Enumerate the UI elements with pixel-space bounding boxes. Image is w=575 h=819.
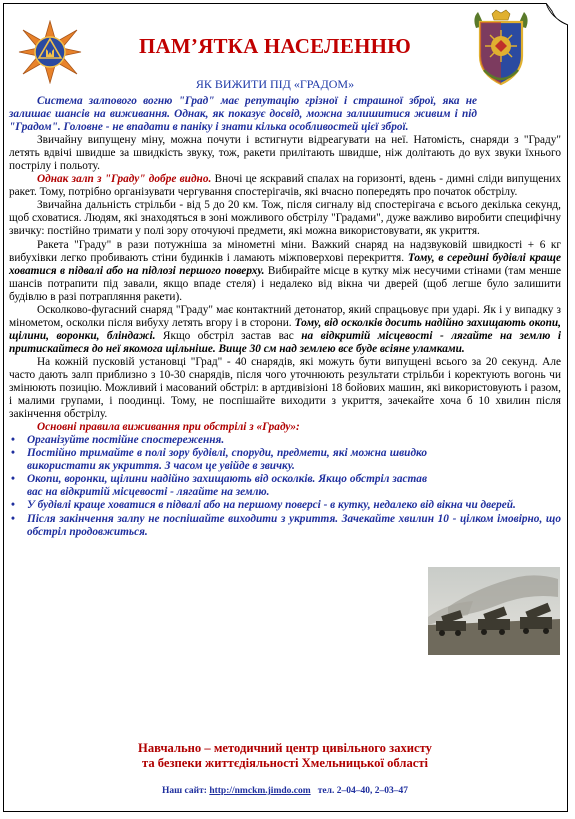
paragraph-6-text-a: Осколково-фугасний снаряд "Граду" має контактний детонатор, який спрацьовує при ударі. Як і у випадку з мінометом, осколки після вибуху летять вгору і в сторони. <box>9 303 561 329</box>
paragraph-5-text-a: Ракета "Граду" в рази потужніша за мінометні міни. Важкий снаряд на надзвуковій швидкості + 6 кг вибухівки легко пробивають стіни будинків і ламають міжповерхові перекриття. <box>9 238 561 264</box>
intro-paragraph: Система залпового вогню "Град" має репутацію грізної і страшної зброї, яка не залишає шансів на виживання. Однак, як показує досвід, можна залишитися живим і під "Градом". Головне - не впадати в паніку і знати кілька особливостей цієї зброї. <box>9 95 477 134</box>
grad-launcher-photo <box>428 567 560 655</box>
paragraph-5 <box>9 239 561 304</box>
paragraph-6-emphasis-1: Тому, від осколків досить надійно захищають окопи, щілини, воронки, бліндажі. <box>9 316 561 342</box>
regional-coat-of-arms-icon <box>470 8 532 90</box>
page-curl-icon <box>546 3 568 25</box>
page-title: ПАМ’ЯТКА НАСЕЛЕННЮ <box>138 34 412 58</box>
list-item: • Після закінчення залпу не поспішайте виходити з укриття. Зачекайте хвилин 10 - цілком імовірно, що обстріл продовжиться. <box>9 513 561 539</box>
paragraph-7: На кожній пусковій установці "Град" - 40 снарядів, які можуть бути випущені всього за 20 секунд. Але часто дають залп приблизно з 10-30 снарядів, після чого уточнюють результати стрільби і коректують вогонь чи змінюють позицію. Можливий і масований обстріл: в артдивізіоні 18 бойових машин, які використовують і разом, і малими групами, і поодинці. Тому, не поспішайте виходити з укриття, зачекайте хоча б 10 хвилин після закінчення обстрілу. <box>9 355 561 421</box>
paragraph-2: Звичайну випущену міну, можна почути і встигнути відреагувати на неї. Натомість, снаряди з "Граду" летять вдвічі швидше за швидкість звуку, тож, ракети прилітають швидше, ніж долітають до вух звуки їхнього пострілу і польоту. <box>9 134 561 173</box>
list-item: • Постійно тримайте в полі зору будівлі, споруди, предмети, які можна швидко використати як укриття. З часом це увійде в звичку. <box>9 447 427 473</box>
list-item: • У будівлі краще ховатися в підвалі або на першому поверсі - в кутку, недалеко від вікна чи дверей. <box>9 499 561 512</box>
paragraph-3-text: Вночі це яскравий спалах на горизонті, вдень - димні сліди випущених ракет. Тому, потрібно організувати чергування спостерігачів, які вчасно попередять про початок обстрілу. <box>9 173 562 199</box>
site-label: Наш сайт: <box>162 786 210 796</box>
paragraph-6-text-c: Якщо обстріл застав вас <box>155 329 302 342</box>
footer-organization <box>9 741 561 771</box>
footer-line-2: та безпеки життєдіяльності Хмельницької області <box>141 756 429 770</box>
civil-defense-emblem-icon <box>18 20 82 84</box>
page-subtitle: ЯК ВИЖИТИ ПІД «ГРАДОМ» <box>195 77 355 91</box>
paragraph-4: Звичайна дальність стрільби - від 5 до 20 км. Тож, після сигналу від спостерігача є всього декілька секунд, щоб сховатися. Людям, які знаходяться в зоні можливого обстрілу "Градами", дуже важливо виробити специфічну звичку: постійно тримати у полі зору оточуючі предмети, які можна використовувати, як укриття. <box>9 199 561 238</box>
rules-list <box>9 434 561 538</box>
paragraph-5-text-c: Вибирайте місце в кутку між несучими стінами (там менше шансів потрапити під завали, якщо впаде стеля) і недалеко від вікна чи дверей (щоб легше було залишити будівлю в разі потрапляння ракети). <box>9 264 561 303</box>
paragraph-3-lead: Однак залп з "Граду" добре видно. <box>37 173 212 186</box>
footer-line-1: Навчально – методичний центр цивільного захисту <box>138 741 432 755</box>
paragraph-6-emphasis-2: на відкритій місцевості - лягайте на землю і притискайтеся до неї якомога щільніше. Вище 30 см над землею все буде всіяне уламками. <box>9 329 561 355</box>
paragraph-5-emphasis: Тому, в середині будівлі краще ховатися в підвалі або на підлозі першого поверху. <box>9 251 561 277</box>
rules-heading: Основні правила виживання при обстрілі з «Граду»: <box>37 421 300 434</box>
contact-line <box>9 786 561 796</box>
site-link[interactable]: http://nmckm.jimdo.com <box>209 786 311 796</box>
list-item: • Окопи, воронки, щілини надійно захищають від осколків. Якщо обстріл застав вас на відкритій місцевості - лягайте на землю. <box>9 473 427 499</box>
paragraph-6 <box>9 304 561 356</box>
paragraph-3 <box>9 173 561 199</box>
phone-numbers: тел. 2–04–40, 2–03–47 <box>317 786 408 796</box>
article-body <box>9 95 561 539</box>
list-item: • Організуйте постійне спостереження. <box>9 434 427 447</box>
